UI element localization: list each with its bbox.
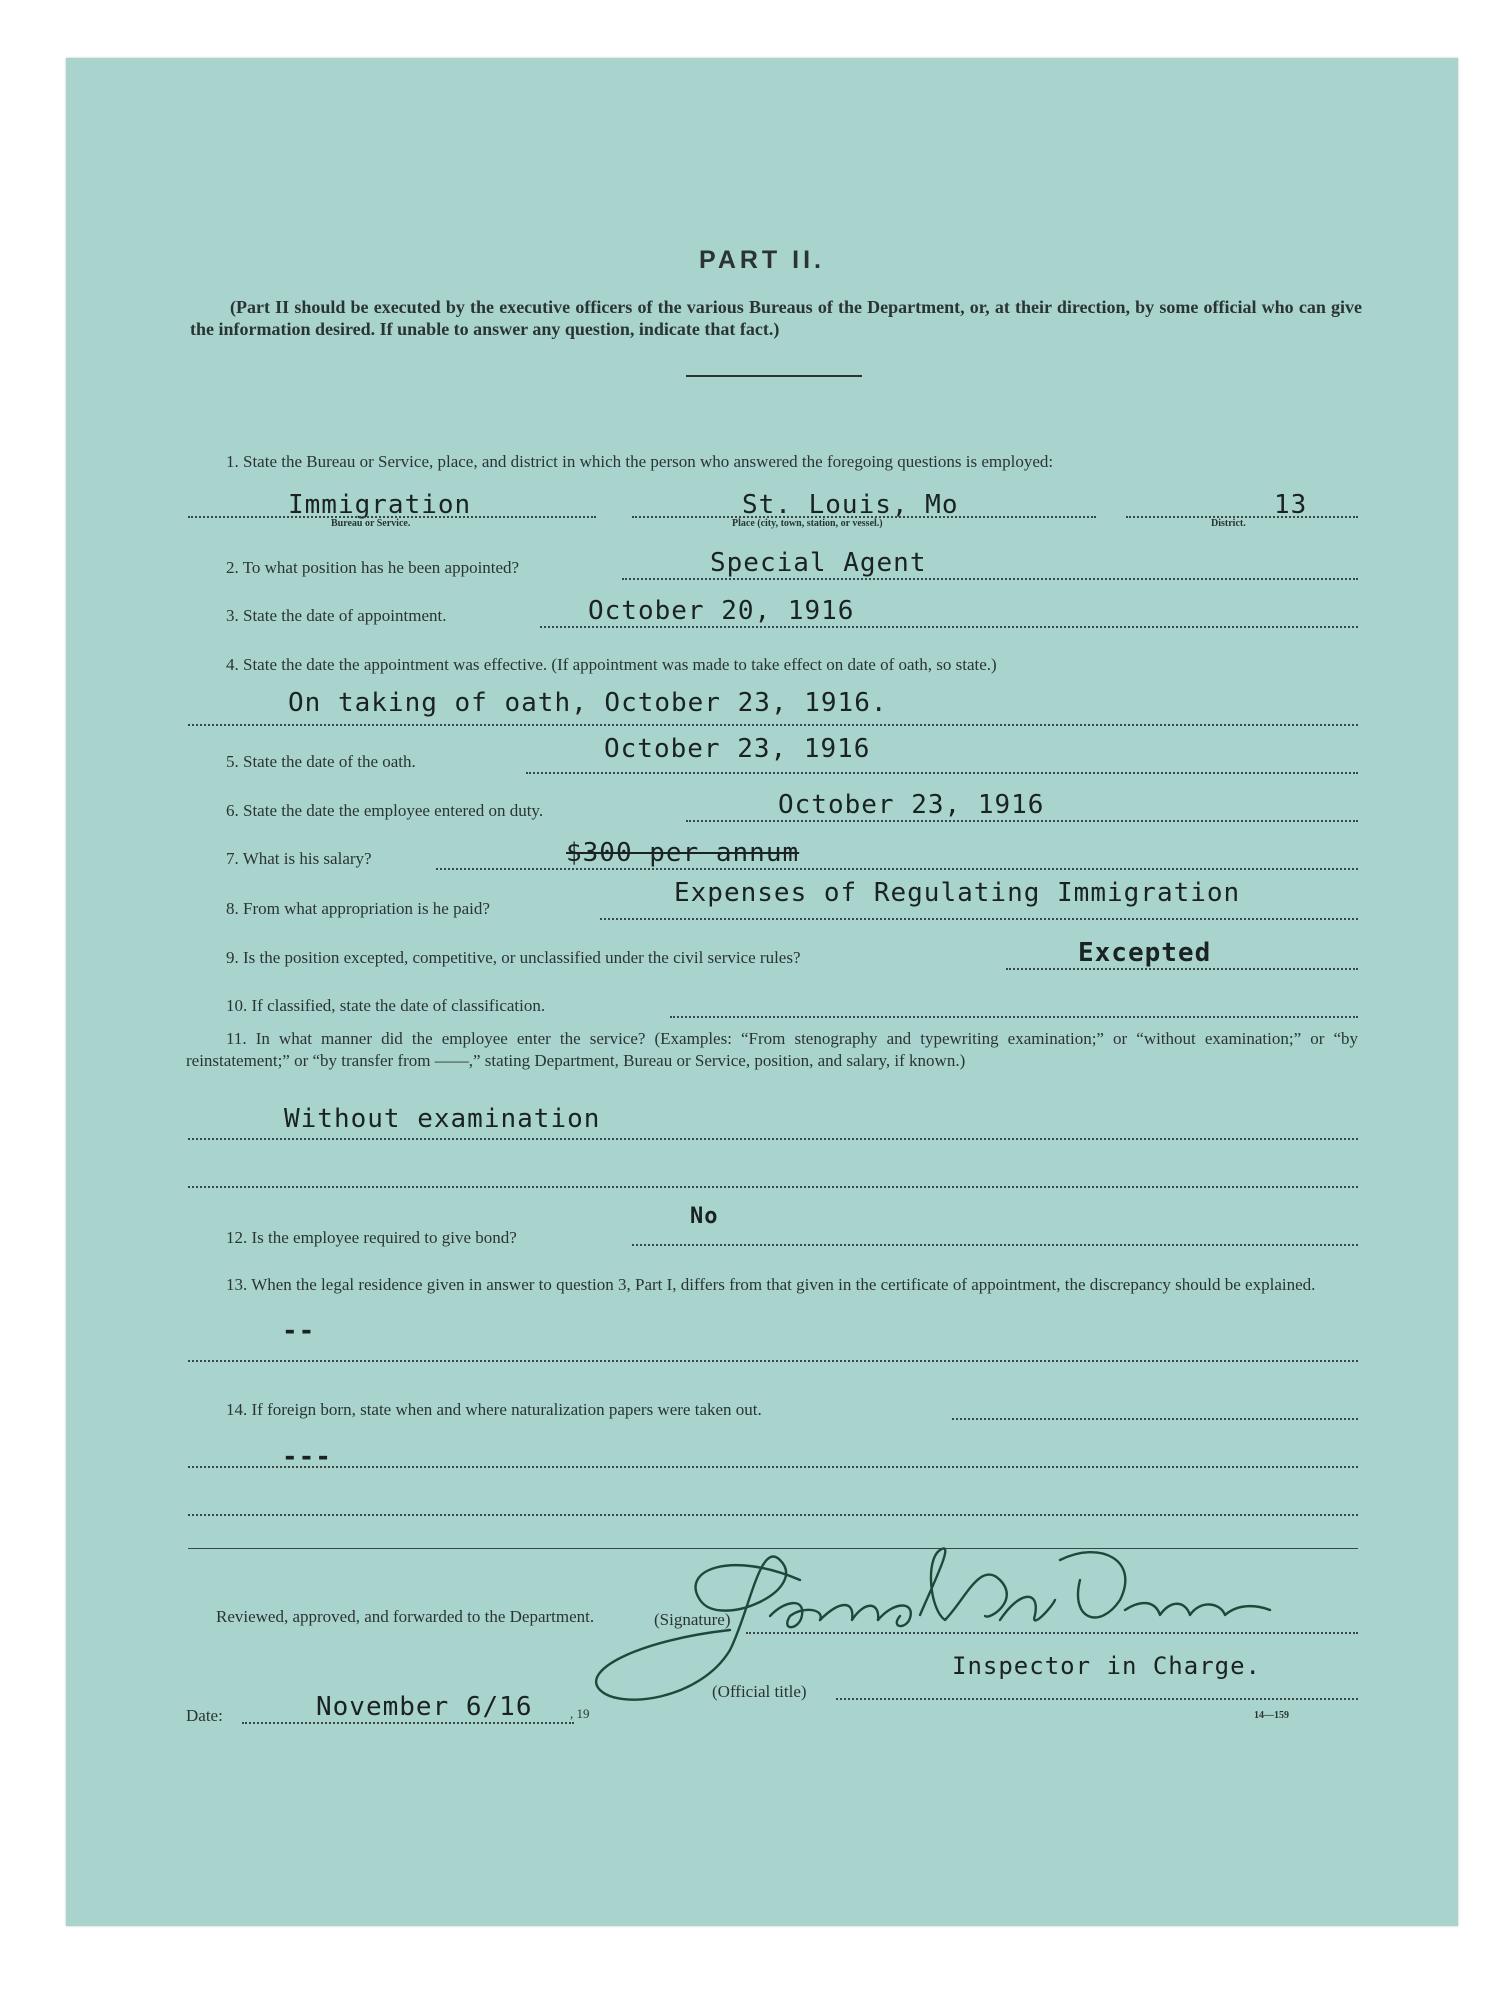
q11-label: 11. In what manner did the employee enter the service? (Examples: “From stenography and typewriting examination;” or “without examination;” or “by reinstatement;” or “by transfer from ——,” stating Department, Bureau or Service, position, and salary, if known.) [186,1029,1358,1070]
q13-line [188,1360,1358,1362]
q11-line-1 [188,1138,1358,1140]
q9-answer: Excepted [1078,938,1212,968]
q1-district-caption: District. [1211,518,1246,529]
q4-answer: On taking of oath, October 23, 1916. [288,688,888,718]
date-answer: November 6/16 [316,1692,533,1722]
q7-answer: $300 per annum [566,838,800,868]
date-line [242,1722,574,1724]
q8-answer: Expenses of Regulating Immigration [674,878,1241,908]
q2-label: 2. To what position has he been appointed? [226,558,520,577]
q5-line [526,772,1358,774]
q14-answer: --- [282,1442,332,1472]
q7-label: 7. What is his salary? [226,849,372,868]
q3-answer: October 20, 1916 [588,596,855,626]
q12-label: 12. Is the employee required to give bond? [226,1228,517,1247]
q9-line [1006,968,1358,970]
q9-label: 9. Is the position excepted, competitive, or unclassified under the civil service rules? [226,948,801,967]
q14-line-2 [188,1514,1358,1516]
q11-line-2 [188,1186,1358,1188]
q13-answer: -- [282,1316,316,1346]
q4-line [188,724,1358,726]
q5-label: 5. State the date of the oath. [226,752,416,771]
official-title-answer: Inspector in Charge. [952,1652,1261,1680]
q1-place-caption: Place (city, town, station, or vessel.) [732,518,883,529]
q14-line-1 [188,1466,1358,1468]
q4-label: 4. State the date the appointment was effective. (If appointment was made to take effect on date of oath, so state.) [226,655,997,674]
q3-line [540,626,1358,628]
signature-image [580,1520,1380,1720]
q2-line [622,578,1358,580]
official-title-label: (Official title) [712,1682,807,1701]
q3-label: 3. State the date of appointment. [226,606,447,625]
q5-answer: October 23, 1916 [604,734,871,764]
reviewed-text: Reviewed, approved, and forwarded to the Department. [216,1607,595,1626]
q6-label: 6. State the date the employee entered on duty. [226,801,544,820]
q14-line-0 [952,1418,1358,1420]
instruction-text: (Part II should be executed by the executive officers of the various Bureaus of the Department, or, at their direction, by some official who can give the information desired. If unable to answer any question, indicate that fact.) [190,297,1362,339]
q1-bureau-answer: Immigration [288,490,472,520]
q7-line [436,868,1358,870]
q1-label: 1. State the Bureau or Service, place, and district in which the person who answered the foregoing questions is employed: [226,452,1054,471]
q6-line [686,820,1358,822]
q14-label: 14. If foreign born, state when and where naturalization papers were taken out. [226,1400,762,1419]
q1-place-answer: St. Louis, Mo [742,490,959,520]
q10-label: 10. If classified, state the date of classification. [226,996,546,1015]
q6-answer: October 23, 1916 [778,790,1045,820]
date-label: Date: [186,1706,223,1725]
signature-label: (Signature) [654,1610,731,1629]
q8-label: 8. From what appropriation is he paid? [226,899,490,918]
q8-line [600,918,1358,920]
q12-answer: No [690,1204,719,1229]
date-year: , 19 [570,1706,590,1721]
form-number: 14—159 [1254,1710,1289,1721]
q2-answer: Special Agent [710,548,927,578]
part-title: PART II. [699,246,825,274]
title-rule [686,375,862,377]
q10-line [670,1016,1358,1018]
q1-district-answer: 13 [1274,490,1308,520]
q1-bureau-caption: Bureau or Service. [331,518,411,529]
q11-answer: Without examination [284,1104,601,1134]
q12-line [632,1244,1358,1246]
q13-label: 13. When the legal residence given in answer to question 3, Part I, differs from that given in the certificate of appointment, the discrepancy should be explained. [226,1275,1316,1294]
